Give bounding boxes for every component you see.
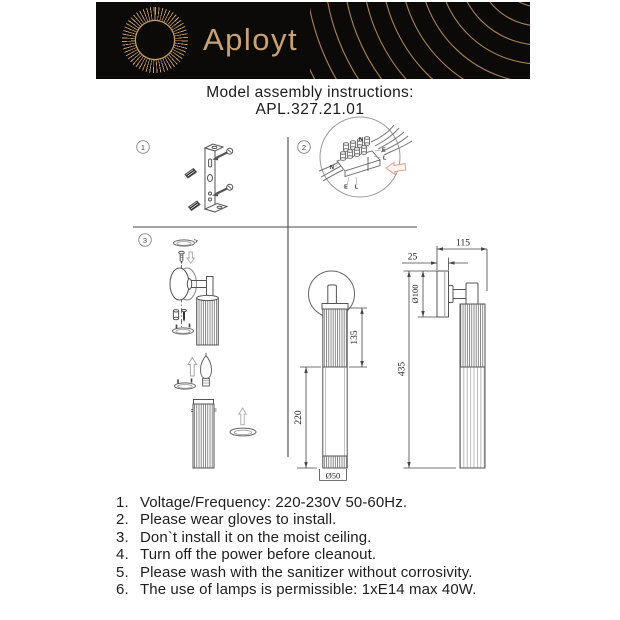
page-title: Model assembly instructions: — [206, 84, 414, 101]
model-number: APL.327.21.01 — [255, 101, 365, 118]
brand-name: Aployt — [203, 22, 299, 57]
step1-number: 1 — [140, 142, 146, 152]
step2-number: 2 — [301, 142, 307, 152]
item-text: The use of lamps is permissible: 1xE14 max 40W. — [140, 581, 477, 599]
step2-wiring-detail — [298, 117, 412, 197]
instruction-list — [116, 494, 556, 598]
wire-label-n-left: N — [330, 165, 334, 171]
item-text: Turn off the power before cleanout. — [140, 546, 377, 564]
item-number: 2. — [116, 511, 129, 529]
step3-number: 3 — [142, 235, 148, 245]
small-screw — [182, 309, 187, 322]
item-number: 1. — [116, 494, 129, 511]
item-text: Please wear gloves to install. — [140, 511, 337, 529]
list-item — [116, 494, 556, 511]
up-arrow-icon — [239, 408, 247, 425]
item-number: 6. — [116, 581, 129, 599]
wire-label-l-right: L — [383, 155, 387, 162]
dim-100: Ø100 — [410, 284, 420, 304]
up-arrow-icon — [188, 358, 197, 377]
dim-25: 25 — [407, 252, 418, 263]
direction-arrow-icon — [386, 163, 406, 175]
wire-label-l-bottom: L — [354, 184, 359, 191]
item-number: 5. — [116, 563, 129, 581]
list-item — [116, 511, 556, 528]
dim-135: 135 — [350, 330, 360, 345]
lamp-shade — [197, 295, 219, 345]
dim-435: 435 — [397, 361, 408, 377]
top-screw — [179, 251, 184, 264]
down-arrow-icon — [187, 252, 195, 263]
wire-label-e-bottom: E — [344, 184, 348, 191]
small-anchor — [173, 310, 178, 320]
item-number: 4. — [116, 546, 129, 564]
side-view-drawing — [437, 271, 485, 468]
shade-tube — [191, 400, 217, 469]
step3-exploded-assembly — [139, 234, 256, 468]
list-item — [116, 581, 556, 598]
trim-ring — [230, 428, 256, 436]
dim-220: 220 — [294, 410, 304, 425]
dim-50: Ø50 — [325, 470, 341, 481]
step1-bracket-mounting — [137, 141, 233, 212]
item-text: Please wash with the sanitizer without corrosivity. — [140, 563, 473, 581]
dim-115: 115 — [456, 238, 470, 249]
wire-label-n-top: N — [359, 137, 363, 143]
list-item — [116, 529, 556, 546]
wall-plate — [170, 268, 197, 300]
wire-label-e-right: E — [382, 147, 386, 154]
list-item — [116, 546, 556, 563]
item-number: 3. — [116, 528, 129, 546]
list-item — [116, 564, 556, 581]
front-view-drawing — [309, 271, 355, 468]
item-text: Don`t install it on the moist ceiling. — [140, 528, 372, 546]
candle-bulb — [201, 353, 212, 386]
item-text: Voltage/Frequency: 220-230V 50-60Hz. — [140, 494, 408, 511]
